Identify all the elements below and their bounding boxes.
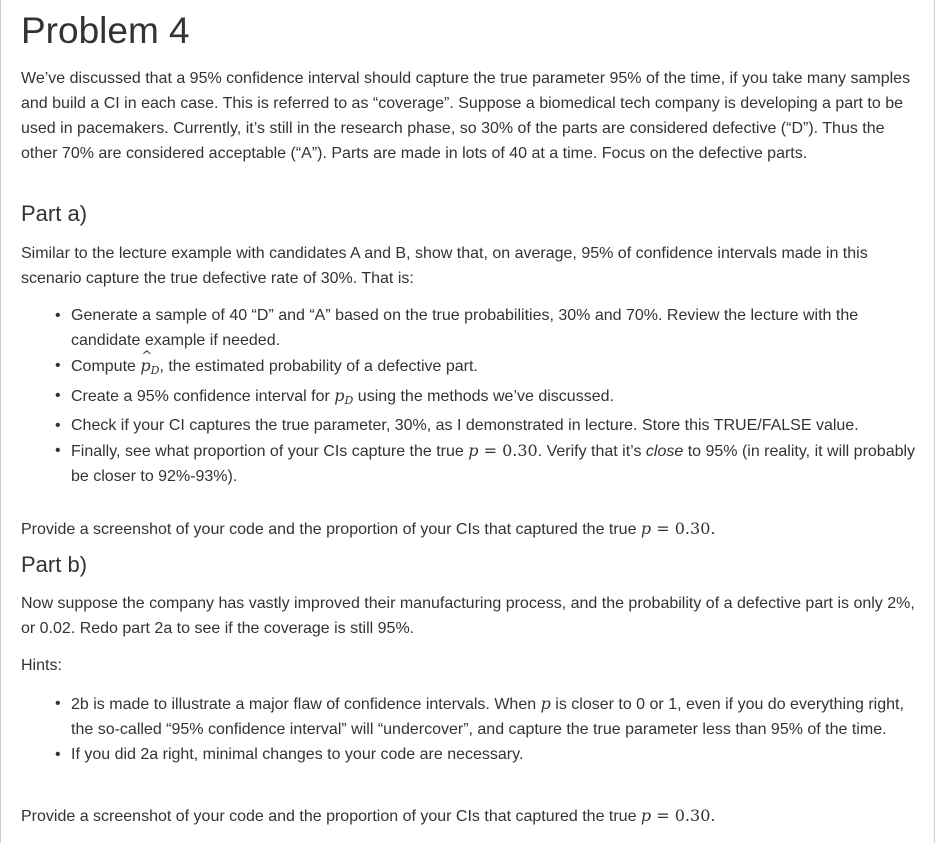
hints-list <box>21 691 921 767</box>
p-equals-symbol: p <box>468 441 479 460</box>
list-item: • Compute p $\^{}_D$, the estimated probability of a defective part. <box>21 353 921 383</box>
part-a-text: Similar to the lecture example with candidates A and B, show that, on average, 95% of confidence intervals made in this scenario capture the true defective rate of 30%. That is: <box>21 245 868 287</box>
part-a-steps-list <box>21 303 921 489</box>
list-item: • Check if your CI captures the true parameter, 30%, as I demonstrated in lecture. Store this TRUE/FALSE value. <box>21 413 921 438</box>
list-item: • Create a 95% confidence interval for $p_D$ using the methods we’ve discussed. <box>21 383 921 413</box>
intro-paragraph: We’ve discussed that a 95% confidence interval should capture the true parameter 95% of the time, if you take many samples and build a CI in each case. This is referred to as “coverage”. Suppose a biomedical tech company is developing a part to be used in pacemakers. Currently, it’s still in the research phase, so 30% of the parts are considered defective (“D”). Thus the other 70% are considered acceptable (“A”). Parts are made in lots of 40 at a time. Focus on the defective parts. <box>21 70 911 162</box>
part-b-provide-text: Provide a screenshot of your code and the proportion of your CIs that captured the true p = 0.30. <box>21 806 716 825</box>
part-b-heading: Part b) <box>21 552 88 577</box>
list-item: • 2b is made to illustrate a major flaw of confidence intervals. When p is closer to 0 or 1, even if you do everything right, the so-called “95% confidence interval” will “undercover”, and capture the true parameter less than 95% of the time. <box>21 691 921 742</box>
part-b-text: Now suppose the company has vastly improved their manufacturing process, and the probability of a defective part is only 2%, or 0.02. Redo part 2a to see if the coverage is still 95%. <box>21 595 915 637</box>
list-item: • If you did 2a right, minimal changes to your code are necessary. <box>21 742 921 767</box>
hints-label: Hints: <box>21 657 62 674</box>
p-hat-d-symbol: p $\^{}_D$ <box>140 356 159 375</box>
list-item: • Finally, see what proportion of your CIs capture the true p = 0.30. Verify that it’s close to 95% (in reality, it will probably be closer to 92%-93%). <box>21 438 921 489</box>
part-a-heading: Part a) <box>21 201 88 226</box>
part-a-provide-text: Provide a screenshot of your code and the proportion of your CIs that captured the true p = 0.30. <box>21 519 716 538</box>
page-title: Problem 4 <box>21 10 190 51</box>
list-item: • Generate a sample of 40 “D” and “A” based on the true probabilities, 30% and 70%. Review the lecture with the candidate example if needed. <box>21 303 921 353</box>
p-d-symbol: $p_D$ <box>334 386 354 407</box>
